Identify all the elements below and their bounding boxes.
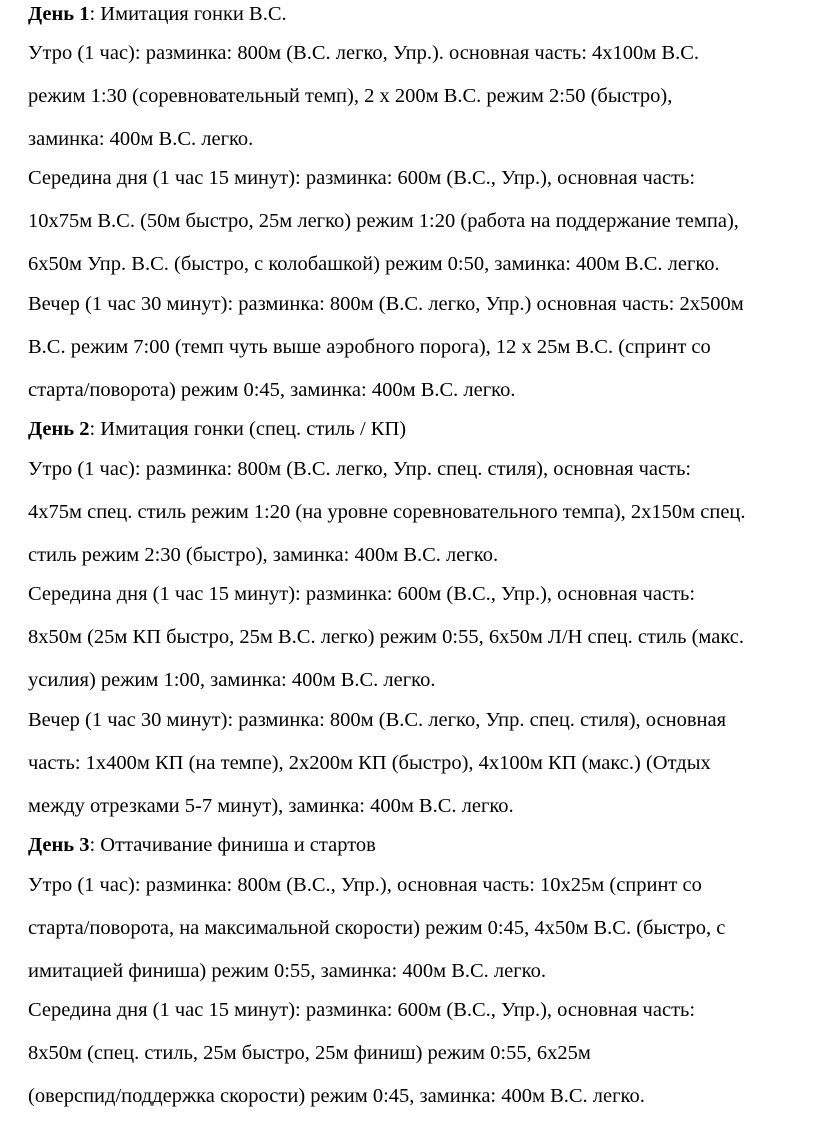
paragraph-line: Утро (1 час): разминка: 800м (В.С. легко, Упр.). основная часть: 4х100м В.С. (28, 42, 699, 64)
paragraph-line: между отрезками 5-7 минут), заминка: 400м В.С. легко. (28, 795, 514, 817)
paragraph-line: 10х75м В.С. (50м быстро, 25м легко) режим 1:20 (работа на поддержание темпа), (28, 210, 739, 232)
paragraph-line: заминка: 400м В.С. легко. (28, 128, 254, 150)
day-heading (28, 417, 406, 441)
day-title: : Имитация гонки (спец. стиль / КП) (89, 418, 407, 440)
day-label: День 1 (28, 3, 90, 25)
day-heading (28, 833, 376, 857)
paragraph-line: усилия) режим 1:00, заминка: 400м В.С. легко. (28, 669, 436, 691)
paragraph-line: Вечер (1 час 30 минут): разминка: 800м (В.С. легко, Упр.) основная часть: 2х500м (28, 293, 744, 315)
paragraph-line: В.С. режим 7:00 (темп чуть выше аэробного порога), 12 х 25м В.С. (спринт со (28, 336, 711, 358)
paragraph-line: Середина дня (1 час 15 минут): разминка: 600м (В.С., Упр.), основная часть: (28, 999, 696, 1021)
day-title: : Имитация гонки В.С. (89, 3, 287, 25)
paragraph-line: 8х50м (спец. стиль, 25м быстро, 25м финиш) режим 0:55, 6х25м (28, 1042, 591, 1064)
paragraph-line: 8х50м (25м КП быстро, 25м В.С. легко) режим 0:55, 6х50м Л/Н спец. стиль (макс. (28, 626, 745, 648)
paragraph-line: старта/поворота, на максимальной скорости) режим 0:45, 4х50м В.С. (быстро, с (28, 917, 726, 939)
day-label: День 3 (28, 834, 90, 856)
paragraph-line: Вечер (1 час 30 минут): разминка: 800м (В.С. легко, Упр. спец. стиля), основная (28, 709, 727, 731)
day-title: : Оттачивание финиша и стартов (89, 834, 376, 856)
paragraph-line: (оверспид/поддержка скорости) режим 0:45, заминка: 400м В.С. легко. (28, 1085, 645, 1107)
paragraph-line: 4х75м спец. стиль режим 1:20 (на уровне соревновательного темпа), 2х150м спец. (28, 501, 746, 523)
paragraph-line: Утро (1 час): разминка: 800м (В.С. легко, Упр. спец. стиля), основная часть: (28, 458, 692, 480)
paragraph-line: старта/поворота) режим 0:45, заминка: 400м В.С. легко. (28, 379, 516, 401)
paragraph-line: 6х50м Упр. В.С. (быстро, с колобашкой) режим 0:50, заминка: 400м В.С. легко. (28, 253, 720, 275)
paragraph-line: часть: 1х400м КП (на темпе), 2х200м КП (быстро), 4х100м КП (макс.) (Отдых (28, 752, 711, 774)
paragraph-line: имитацией финиша) режим 0:55, заминка: 400м В.С. легко. (28, 960, 546, 982)
paragraph-line: режим 1:30 (соревновательный темп), 2 х 200м В.С. режим 2:50 (быстро), (28, 85, 673, 107)
paragraph-line: стиль режим 2:30 (быстро), заминка: 400м В.С. легко. (28, 544, 499, 566)
day-heading (28, 2, 287, 26)
day-label: День 2 (28, 418, 90, 440)
paragraph-line: Середина дня (1 час 15 минут): разминка: 600м (В.С., Упр.), основная часть: (28, 583, 696, 605)
paragraph-line: Утро (1 час): разминка: 800м (В.С., Упр.), основная часть: 10х25м (спринт со (28, 874, 702, 896)
paragraph-line: Середина дня (1 час 15 минут): разминка: 600м (В.С., Упр.), основная часть: (28, 167, 696, 189)
